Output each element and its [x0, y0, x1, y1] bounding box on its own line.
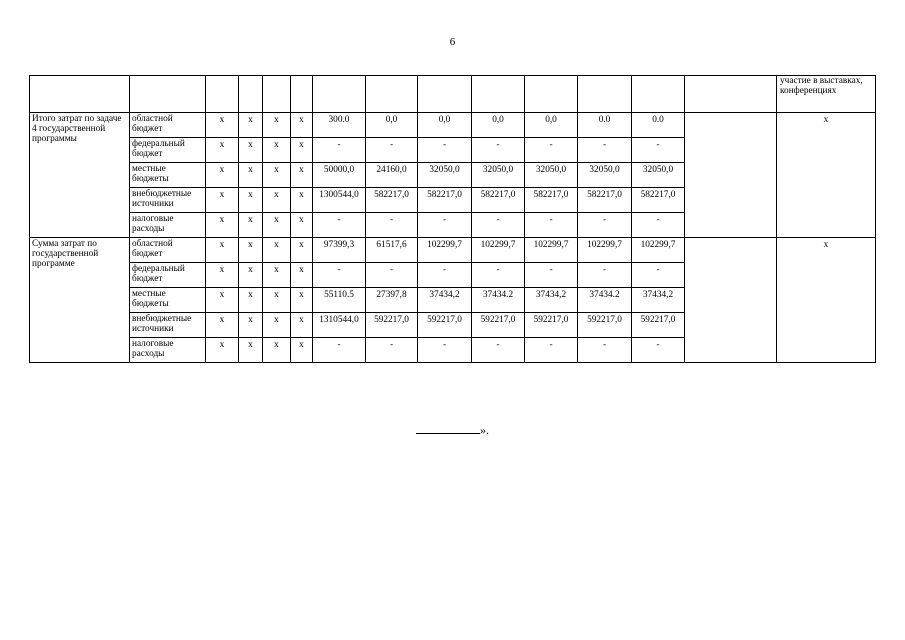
- x-mark-cell: x: [291, 238, 313, 263]
- x-mark-cell: x: [206, 163, 239, 188]
- value-cell: -: [632, 138, 685, 163]
- funding-source: федеральный бюджет: [130, 263, 206, 288]
- funding-source: областной бюджет: [130, 113, 206, 138]
- x-mark-cell: x: [206, 313, 239, 338]
- x-mark-cell: x: [239, 213, 263, 238]
- value-cell: 32050,0: [418, 163, 472, 188]
- x-mark-cell: x: [206, 113, 239, 138]
- value-cell: -: [578, 338, 632, 363]
- signature-blank-line: [416, 423, 480, 434]
- header-row: [30, 76, 876, 113]
- value-cell: 102299,7: [578, 238, 632, 263]
- x-mark-cell: x: [263, 138, 291, 163]
- header-cell: [525, 76, 578, 113]
- header-cell: [239, 76, 263, 113]
- value-cell: -: [525, 138, 578, 163]
- value-cell: 24160,0: [366, 163, 418, 188]
- funding-source: местные бюджеты: [130, 288, 206, 313]
- value-cell: -: [472, 213, 525, 238]
- value-cell: 50000,0: [313, 163, 366, 188]
- value-cell: 592217,0: [578, 313, 632, 338]
- header-cell: [578, 76, 632, 113]
- table-row: [30, 113, 876, 138]
- value-cell: -: [525, 263, 578, 288]
- x-mark-cell: x: [263, 188, 291, 213]
- value-cell: 592217,0: [366, 313, 418, 338]
- x-mark-cell: x: [263, 263, 291, 288]
- x-mark-cell: x: [263, 238, 291, 263]
- value-cell: -: [632, 263, 685, 288]
- value-cell: -: [525, 338, 578, 363]
- value-cell: 27397,8: [366, 288, 418, 313]
- x-mark-cell: x: [206, 288, 239, 313]
- x-mark-cell: x: [291, 113, 313, 138]
- value-cell: 592217,0: [525, 313, 578, 338]
- header-cell: [263, 76, 291, 113]
- value-cell: -: [418, 138, 472, 163]
- x-mark-cell: x: [239, 338, 263, 363]
- value-cell: 0.0: [632, 113, 685, 138]
- value-cell: 32050,0: [632, 163, 685, 188]
- header-cell: [291, 76, 313, 113]
- x-mark-cell: x: [239, 288, 263, 313]
- header-cell: [130, 76, 206, 113]
- value-cell: -: [418, 263, 472, 288]
- table-row: [30, 238, 876, 263]
- header-cell: [418, 76, 472, 113]
- value-cell: 102299,7: [632, 238, 685, 263]
- value-cell: 97399,3: [313, 238, 366, 263]
- group-label: Итого затрат по задаче 4 государственной программы: [30, 113, 130, 238]
- x-mark-cell: x: [239, 138, 263, 163]
- x-mark-cell: x: [291, 263, 313, 288]
- value-cell: 0,0: [525, 113, 578, 138]
- value-cell: 1300544,0: [313, 188, 366, 213]
- value-cell: 582217,0: [418, 188, 472, 213]
- value-cell: 55110.5: [313, 288, 366, 313]
- value-cell: 1310544,0: [313, 313, 366, 338]
- funding-source: местные бюджеты: [130, 163, 206, 188]
- header-cell: [206, 76, 239, 113]
- x-mark-cell: x: [291, 288, 313, 313]
- header-cell: [313, 76, 366, 113]
- value-cell: -: [313, 138, 366, 163]
- group-label: Сумма затрат по государственной программе: [30, 238, 130, 363]
- x-mark-cell: x: [206, 338, 239, 363]
- value-cell: 582217,0: [578, 188, 632, 213]
- x-mark-cell: x: [239, 313, 263, 338]
- funding-source: внебюджетные источники: [130, 313, 206, 338]
- value-cell: -: [632, 213, 685, 238]
- value-cell: 102299,7: [525, 238, 578, 263]
- value-cell: 592217,0: [472, 313, 525, 338]
- funding-source: федеральный бюджет: [130, 138, 206, 163]
- value-cell: 300.0: [313, 113, 366, 138]
- value-cell: -: [418, 213, 472, 238]
- value-cell: -: [578, 263, 632, 288]
- value-cell: 37434,2: [418, 288, 472, 313]
- closing-text: ».: [480, 423, 489, 437]
- empty-cell: [685, 238, 777, 363]
- value-cell: 32050,0: [578, 163, 632, 188]
- header-cell: [30, 76, 130, 113]
- x-mark-cell: x: [206, 238, 239, 263]
- x-mark-cell: x: [206, 263, 239, 288]
- value-cell: 0,0: [472, 113, 525, 138]
- x-mark-cell: x: [206, 213, 239, 238]
- x-mark-cell: x: [239, 113, 263, 138]
- value-cell: -: [472, 263, 525, 288]
- value-cell: 0.0: [578, 113, 632, 138]
- x-mark-cell: x: [291, 313, 313, 338]
- value-cell: -: [366, 213, 418, 238]
- value-cell: 102299,7: [472, 238, 525, 263]
- value-cell: -: [366, 263, 418, 288]
- funding-source: областной бюджет: [130, 238, 206, 263]
- x-mark-cell: x: [263, 338, 291, 363]
- funding-source: внебюджетные источники: [130, 188, 206, 213]
- value-cell: 0,0: [418, 113, 472, 138]
- empty-cell: [685, 113, 777, 238]
- page-number: 6: [449, 36, 456, 48]
- header-cell: [472, 76, 525, 113]
- x-mark-cell: x: [263, 163, 291, 188]
- value-cell: 582217,0: [632, 188, 685, 213]
- group-mark: x: [777, 238, 876, 363]
- value-cell: 32050,0: [525, 163, 578, 188]
- value-cell: 37434.2: [578, 288, 632, 313]
- value-cell: 592217,0: [632, 313, 685, 338]
- x-mark-cell: x: [291, 213, 313, 238]
- value-cell: -: [632, 338, 685, 363]
- funding-source: налоговые расходы: [130, 213, 206, 238]
- x-mark-cell: x: [291, 188, 313, 213]
- group-mark: x: [777, 113, 876, 238]
- x-mark-cell: x: [239, 188, 263, 213]
- value-cell: 582217,0: [472, 188, 525, 213]
- value-cell: -: [366, 138, 418, 163]
- value-cell: 37434,2: [525, 288, 578, 313]
- x-mark-cell: x: [263, 288, 291, 313]
- value-cell: 37434,2: [632, 288, 685, 313]
- x-mark-cell: x: [263, 213, 291, 238]
- x-mark-cell: x: [291, 163, 313, 188]
- value-cell: -: [313, 263, 366, 288]
- header-cell: [632, 76, 685, 113]
- header-cell: [685, 76, 777, 113]
- x-mark-cell: x: [291, 138, 313, 163]
- value-cell: 32050,0: [472, 163, 525, 188]
- value-cell: -: [313, 213, 366, 238]
- value-cell: 582217,0: [525, 188, 578, 213]
- closing-line: [0, 423, 905, 438]
- x-mark-cell: x: [291, 338, 313, 363]
- value-cell: -: [578, 213, 632, 238]
- header-note: участие в выставках, конференциях: [777, 76, 876, 113]
- value-cell: -: [578, 138, 632, 163]
- value-cell: 61517,6: [366, 238, 418, 263]
- header-cell: [366, 76, 418, 113]
- x-mark-cell: x: [239, 263, 263, 288]
- value-cell: 0,0: [366, 113, 418, 138]
- x-mark-cell: x: [206, 188, 239, 213]
- budget-table: [29, 75, 876, 363]
- value-cell: -: [472, 338, 525, 363]
- value-cell: -: [418, 338, 472, 363]
- value-cell: 37434.2: [472, 288, 525, 313]
- x-mark-cell: x: [239, 163, 263, 188]
- value-cell: -: [366, 338, 418, 363]
- x-mark-cell: x: [263, 113, 291, 138]
- value-cell: -: [313, 338, 366, 363]
- value-cell: -: [472, 138, 525, 163]
- value-cell: 582217,0: [366, 188, 418, 213]
- funding-source: налоговые расходы: [130, 338, 206, 363]
- value-cell: 592217,0: [418, 313, 472, 338]
- x-mark-cell: x: [239, 238, 263, 263]
- value-cell: 102299,7: [418, 238, 472, 263]
- x-mark-cell: x: [206, 138, 239, 163]
- value-cell: -: [525, 213, 578, 238]
- x-mark-cell: x: [263, 313, 291, 338]
